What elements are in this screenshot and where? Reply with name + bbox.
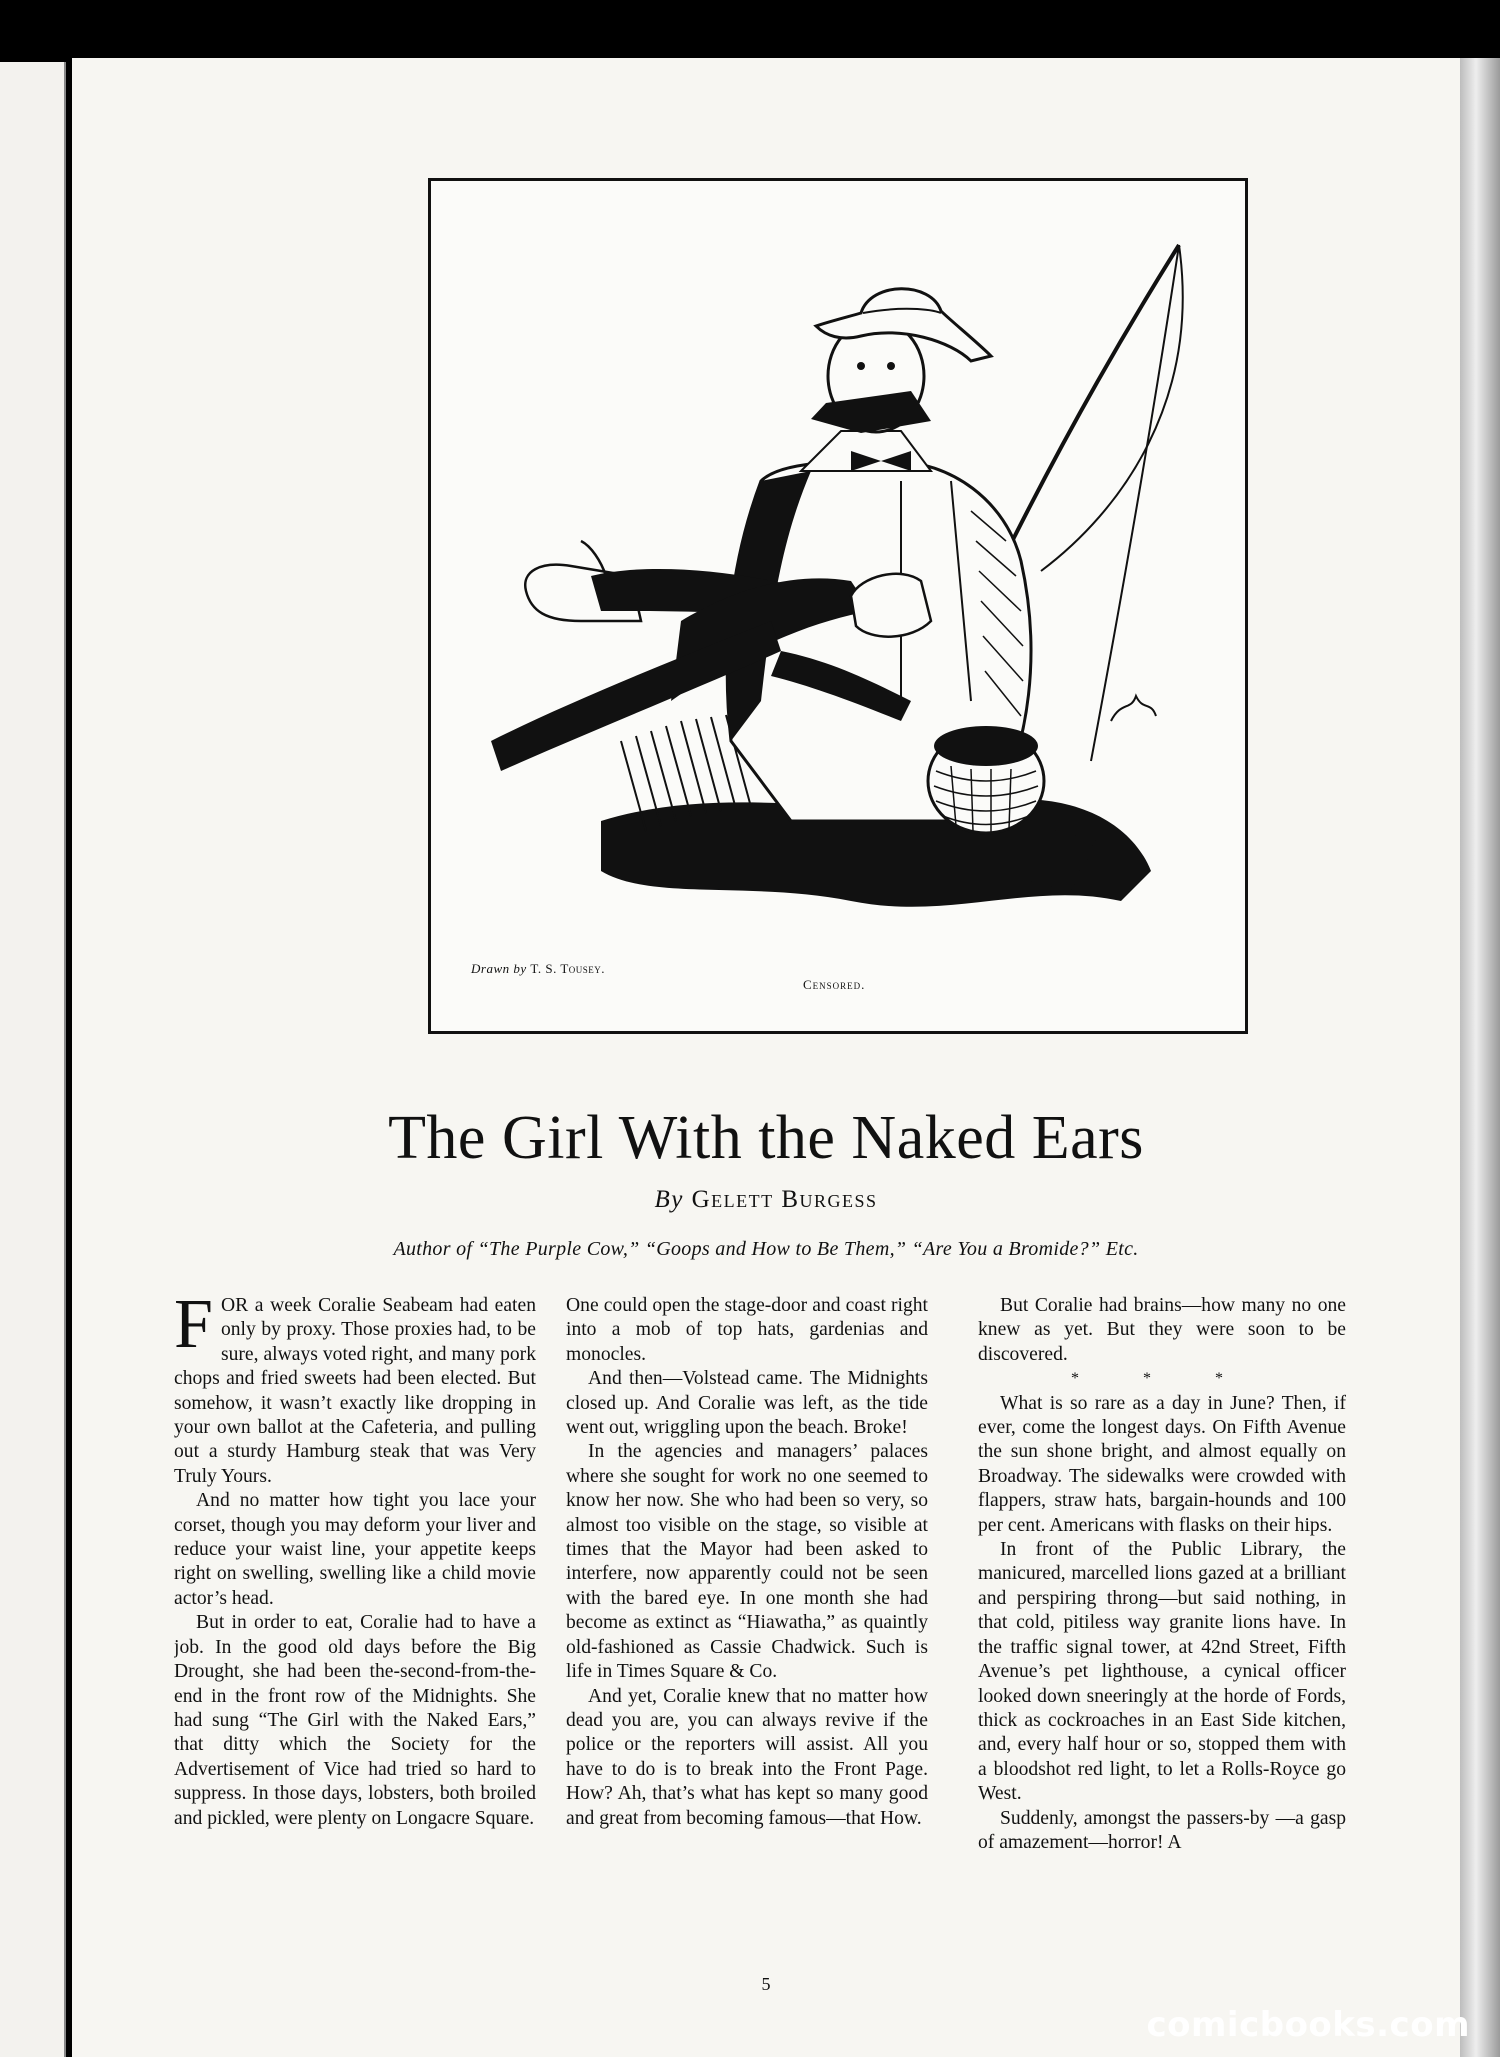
paragraph: In the agencies and managers’ palaces where she sought for work no one seemed to know her now. She who had been so very, so almost too visible on the stage, so visible at times that the Mayor had been asked to interfere, now apparently could not be seen with the bared eye. In one month she had become as extinct as “Hiawatha,” as quaintly old-fashioned as Cassie Chadwick. Such is life in Times Square & Co. [566, 1441, 928, 1683]
section-break: * * * [1071, 1370, 1253, 1388]
paragraph: And yet, Coralie knew that no matter how dead you are, you can always revive if the police or the reporters will assist. All you have to do is to break into the Front Page. How? Ah, that’s what has kept so many good and great from becoming famous—that How. [566, 1685, 928, 1829]
paragraph: What is so rare as a day in June? Then, if ever, come the longest days. On Fifth Avenue the sun shone bright, and almost equally on Broadway. The sidewalks were crowded with flappers, straw hats, bargain-hounds and 100 per cent. Americans with flasks on their hips. [978, 1392, 1346, 1536]
article-byline [72, 1186, 1460, 1214]
paragraph: Suddenly, amongst the passers-by —a gasp of amazement—horror! A [978, 1807, 1346, 1853]
illustration-caption: Censored. [803, 977, 866, 992]
right-page-edge [1460, 58, 1500, 2057]
text-column-2 [566, 1294, 928, 1974]
paragraph [174, 1294, 536, 1489]
credit-name: T. S. Tousey. [530, 961, 606, 976]
paragraph: In front of the Public Library, the manicured, marcelled lions gazed at a brilliant and perspiring throng—but said nothing, in that cold, pitiless way granite lions have. In the traffic signal tower, at 42nd Street, Fifth Avenue’s pet lighthouse, a cynical officer looked down sneeringly at the horde of Fords, thick as cockroaches in an East Side kitchen, and, every half hour or so, stopped them with a bloodshot red light, to let a Rolls-Royce go West. [978, 1539, 1346, 1805]
credit-prefix: Drawn by [471, 961, 527, 976]
fisherman-drawing [431, 181, 1245, 1031]
illustration-frame [428, 178, 1248, 1034]
magazine-page [72, 58, 1460, 2057]
drop-cap: F [174, 1294, 213, 1363]
text-column-1 [174, 1294, 536, 1974]
page-number: 5 [761, 1974, 771, 1994]
left-page-edge [0, 62, 66, 2057]
paragraph-text: OR a week Coralie Seabeam had eaten only by proxy. Those proxies had, to be sure, always voted right, and many pork chops and fried sweets had been elected. But somehow, it wasn’t exactly like dropping in your own ballot at the Cafeteria, and pulling out a sturdy Hamburg steak that was Very Truly Yours. [174, 1295, 536, 1487]
paragraph: One could open the stage-door and coast right into a mob of top hats, gardenias and monocles. [566, 1295, 928, 1365]
byline-author: Gelett Burgess [691, 1186, 878, 1213]
article-title: The Girl With the Naked Ears [388, 1104, 1144, 1172]
byline-prefix: By [654, 1186, 684, 1213]
text-column-3 [978, 1294, 1346, 1974]
paragraph: And then—Volstead came. The Midnights closed up. And Coralie was left, as the tide went out, wriggling upon the beach. Broke! [566, 1368, 928, 1439]
paragraph: But Coralie had brains—how many no one knew as yet. But they were soon to be discovered. [978, 1295, 1346, 1365]
illustration-credit [471, 961, 605, 977]
paragraph: And no matter how tight you lace your corset, though you may deform your liver and reduce your waist line, your appetite keeps right on swelling, swelling like a child movie actor’s head. [174, 1490, 536, 1609]
author-note: Author of “The Purple Cow,” “Goops and How to Be Them,” “Are You a Bromide?” Etc. [393, 1238, 1139, 1260]
paragraph: But in order to eat, Coralie had to have a job. In the good old days before the Big Drought, she had been the-second-from-the-end in the front row of the Midnights. She had sung “The Girl with the Naked Ears,” that ditty which the Society for the Advertisement of Vice had tried so hard to suppress. In those days, lobsters, both broiled and pickled, were plenty on Longacre Square. [174, 1612, 536, 1829]
site-watermark: comicbooks.com [1146, 2005, 1470, 2045]
